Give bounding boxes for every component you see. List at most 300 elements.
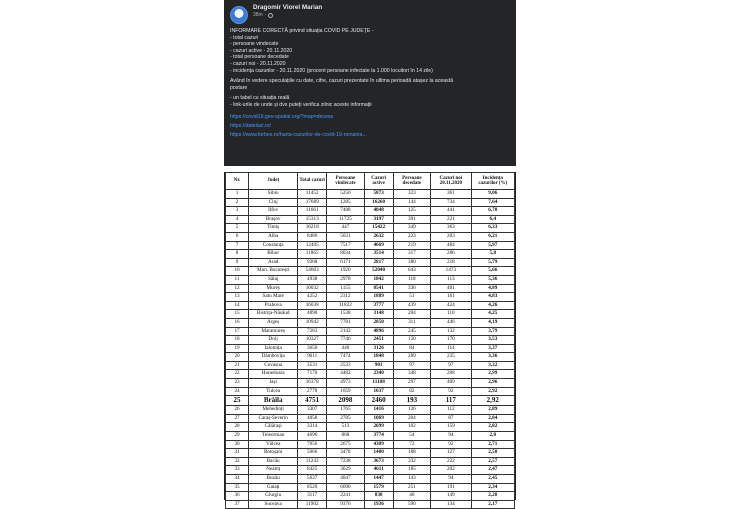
cell-vindecate: 8034 <box>327 250 365 259</box>
cell-decedate: 72 <box>393 440 431 449</box>
cell-incidenta: 9,06 <box>471 190 514 199</box>
cell-active: 2340 <box>364 370 393 379</box>
author-name[interactable]: Dragomir Viorel Marian <box>253 4 323 11</box>
cell-nr: 15 <box>226 310 249 319</box>
cell-nr: 8 <box>226 250 249 259</box>
cell-noi: 112 <box>431 406 471 415</box>
cell-active: 1579 <box>364 483 393 492</box>
cell-total: 3531 <box>298 361 327 370</box>
cell-incidenta: 6,33 <box>471 224 514 233</box>
cell-noi: 94 <box>431 432 471 441</box>
cell-vindecate: 868 <box>327 432 365 441</box>
cell-nr: 6 <box>226 232 249 241</box>
cell-total: 5637 <box>298 475 327 484</box>
cell-total: 54603 <box>298 267 327 276</box>
cell-noi: 484 <box>431 241 471 250</box>
table-row <box>226 267 515 276</box>
cell-incidenta: 4,26 <box>471 301 514 310</box>
cell-noi: 222 <box>431 457 471 466</box>
cell-incidenta: 6,4 <box>471 215 514 224</box>
cell-incidenta: 6,78 <box>471 207 514 216</box>
cell-total: 4696 <box>298 432 327 441</box>
cell-decedate: 223 <box>393 232 431 241</box>
cell-judet: Prahova <box>249 301 298 310</box>
cell-judet: Iași <box>249 379 298 388</box>
table-row <box>226 344 515 353</box>
cell-incidenta: 2,47 <box>471 466 514 475</box>
cell-total: 4751 <box>298 396 327 406</box>
cell-judet: Vâlcea <box>249 440 298 449</box>
cell-judet: Mureș <box>249 284 298 293</box>
table-row <box>226 414 515 423</box>
cell-active: 1400 <box>364 449 393 458</box>
cell-noi: 235 <box>431 353 471 362</box>
cell-active: 11108 <box>364 379 393 388</box>
cell-judet: Ilfov <box>249 207 298 216</box>
cell-total: 10032 <box>298 284 327 293</box>
cell-total: 7283 <box>298 327 327 336</box>
cell-total: 3307 <box>298 406 327 415</box>
cell-incidenta: 3,79 <box>471 327 514 336</box>
cell-noi: 110 <box>431 310 471 319</box>
cell-vindecate: 7746 <box>327 336 365 345</box>
cell-vindecate: 7474 <box>327 353 365 362</box>
cell-total: 4252 <box>298 293 327 302</box>
cell-decedate: 185 <box>393 466 431 475</box>
cell-nr: 27 <box>226 414 249 423</box>
table-row <box>226 224 515 233</box>
cell-noi: 363 <box>431 224 471 233</box>
table-row <box>226 475 515 484</box>
cell-incidenta: 2,8 <box>471 432 514 441</box>
cell-nr: 22 <box>226 370 249 379</box>
table-row <box>226 232 515 241</box>
cell-total: 17689 <box>298 198 327 207</box>
post-list-item: - total cazuri <box>230 34 259 41</box>
cell-vindecate: 6171 <box>327 258 365 267</box>
cell-active: 901 <box>364 361 393 370</box>
cell-total: 15313 <box>298 215 327 224</box>
cell-active: 1416 <box>364 406 393 415</box>
post-link[interactable]: https://covid19.geo-spatial.org/?map=decese <box>230 113 334 120</box>
cell-vindecate: 6690 <box>327 483 365 492</box>
cell-vindecate: 2142 <box>327 327 365 336</box>
cell-judet: Cluj <box>249 198 298 207</box>
cell-total: 11452 <box>298 190 327 199</box>
cell-noi: 92 <box>431 440 471 449</box>
cell-vindecate: 2785 <box>327 414 365 423</box>
table-row <box>226 284 515 293</box>
cell-nr: 17 <box>226 327 249 336</box>
cell-active: 1037 <box>364 387 393 396</box>
header-nr: Nr. <box>226 173 249 190</box>
cell-judet: Mehedinți <box>249 406 298 415</box>
cell-incidenta: 5,97 <box>471 241 514 250</box>
cell-active: 1447 <box>364 475 393 484</box>
cell-decedate: 348 <box>393 370 431 379</box>
header-noi: Cazuri noi 20.11.2020 <box>431 173 471 190</box>
cell-vindecate: 513 <box>327 423 365 432</box>
cell-nr: 36 <box>226 492 249 501</box>
cell-total: 8486 <box>298 232 327 241</box>
cell-judet: Satu Mare <box>249 293 298 302</box>
cell-decedate: 204 <box>393 414 431 423</box>
cell-judet: Giurgiu <box>249 492 298 501</box>
post-paragraph: Având în vedere speculațiile cu date, cifre, cazuri prezentate în ultima perioadă atașez la această <box>230 78 454 85</box>
cell-judet: Dâmbovița <box>249 353 298 362</box>
cell-incidenta: 5,79 <box>471 258 514 267</box>
cell-judet: Sălaj <box>249 275 298 284</box>
cell-active: 16260 <box>364 198 393 207</box>
cell-noi: 117 <box>431 396 471 406</box>
cell-decedate: 643 <box>393 267 431 276</box>
cell-incidenta: 2,17 <box>471 500 514 509</box>
post-link[interactable]: https://datelazi.ro/ <box>230 122 271 129</box>
cell-judet: Bacău <box>249 457 298 466</box>
cell-active: 2817 <box>364 258 393 267</box>
cell-noi: 401 <box>431 284 471 293</box>
cell-total: 9368 <box>298 258 327 267</box>
cell-judet: Caraș-Severin <box>249 414 298 423</box>
cell-active: 3777 <box>364 301 393 310</box>
cell-judet: Covasna <box>249 361 298 370</box>
cell-vindecate: 4973 <box>327 379 365 388</box>
facebook-post <box>224 0 516 166</box>
post-link[interactable]: https://www.forbes.ro/harta-cazurilor-de-covid-19-romania... <box>230 131 367 138</box>
post-list-item: - cazuri noi - 20.11.2020 <box>230 60 286 67</box>
cell-decedate: 125 <box>393 207 431 216</box>
post-image[interactable] <box>224 172 516 507</box>
cell-noi: 113 <box>431 275 471 284</box>
cell-judet: Maramureș <box>249 327 298 336</box>
cell-vindecate: 7517 <box>327 241 365 250</box>
post-meta: 38m · <box>253 12 322 19</box>
cell-decedate: 54 <box>393 432 431 441</box>
cell-total: 11902 <box>298 500 327 509</box>
cell-noi: 92 <box>431 387 471 396</box>
globe-icon <box>268 13 273 18</box>
cell-noi: 734 <box>431 198 471 207</box>
cell-nr: 24 <box>226 387 249 396</box>
post-time[interactable]: 38m <box>253 12 263 18</box>
cell-judet: Constanța <box>249 241 298 250</box>
table-row <box>226 318 515 327</box>
cell-vindecate: 1659 <box>327 387 365 396</box>
cell-incidenta: 4,89 <box>471 284 514 293</box>
cell-nr: 23 <box>226 379 249 388</box>
cell-nr: 4 <box>226 215 249 224</box>
cell-noi: 221 <box>431 215 471 224</box>
table-row <box>226 449 515 458</box>
post-body <box>230 28 510 140</box>
cell-incidenta: 3,32 <box>471 361 514 370</box>
cell-vindecate: 7781 <box>327 318 365 327</box>
cell-vindecate: 3629 <box>327 466 365 475</box>
cell-vindecate: 1920 <box>327 267 365 276</box>
cell-nr: 33 <box>226 466 249 475</box>
cell-nr: 26 <box>226 406 249 415</box>
table-header-row <box>226 173 515 190</box>
cell-vindecate: 2675 <box>327 440 365 449</box>
cell-vindecate: 1155 <box>327 284 365 293</box>
cell-total: 4938 <box>298 275 327 284</box>
cell-vindecate: 5631 <box>327 232 365 241</box>
cell-judet: Botoșani <box>249 449 298 458</box>
cell-decedate: 349 <box>393 224 431 233</box>
cell-noi: 87 <box>431 414 471 423</box>
cell-decedate: 317 <box>393 250 431 259</box>
cell-active: 3673 <box>364 457 393 466</box>
cell-judet: Suceava <box>249 500 298 509</box>
cell-vindecate: 7238 <box>327 457 365 466</box>
cell-noi: 218 <box>431 258 471 267</box>
cell-noi: 127 <box>431 449 471 458</box>
cell-judet: Hunedoara <box>249 370 298 379</box>
table-row <box>226 466 515 475</box>
cell-total: 9611 <box>298 353 327 362</box>
cell-nr: 11 <box>226 275 249 284</box>
cell-judet: Buzău <box>249 475 298 484</box>
cell-total: 8520 <box>298 483 327 492</box>
cell-decedate: 204 <box>393 310 431 319</box>
cell-active: 52040 <box>364 267 393 276</box>
cell-total: 12405 <box>298 241 327 250</box>
cell-nr: 34 <box>226 475 249 484</box>
cell-decedate: 380 <box>393 258 431 267</box>
table-row <box>226 440 515 449</box>
cell-decedate: 323 <box>393 190 431 199</box>
cell-active: 5873 <box>364 190 393 199</box>
cell-active: 3197 <box>364 215 393 224</box>
cell-active: 2460 <box>364 396 393 406</box>
cell-decedate: 289 <box>393 353 431 362</box>
cell-nr: 10 <box>226 267 249 276</box>
cell-nr: 16 <box>226 318 249 327</box>
table-row <box>226 500 515 509</box>
post-list-item: - persoane vindecate <box>230 41 279 48</box>
post-intro: INFORMARE CORECTĂ privind situația COVID PE JUDEȚE - <box>230 28 374 34</box>
cell-noi: 149 <box>431 492 471 501</box>
table-row <box>226 258 515 267</box>
cell-vindecate: 2978 <box>327 275 365 284</box>
cell-total: 10327 <box>298 336 327 345</box>
cell-nr: 13 <box>226 293 249 302</box>
cell-incidenta: 2,99 <box>471 370 514 379</box>
cell-decedate: 332 <box>393 457 431 466</box>
cell-noi: 132 <box>431 327 471 336</box>
cell-noi: 170 <box>431 336 471 345</box>
cell-decedate: 46 <box>393 492 431 501</box>
cell-active: 1069 <box>364 414 393 423</box>
cell-decedate: 102 <box>393 423 431 432</box>
cell-nr: 21 <box>226 361 249 370</box>
table-row <box>226 190 515 199</box>
table-row <box>226 336 515 345</box>
cell-vindecate: 11725 <box>327 215 365 224</box>
cell-incidenta: 2,89 <box>471 406 514 415</box>
cell-vindecate: 447 <box>327 224 365 233</box>
table-body <box>226 190 515 509</box>
table-row <box>226 250 515 259</box>
cell-decedate: 391 <box>393 215 431 224</box>
cell-incidenta: 2,45 <box>471 475 514 484</box>
table-row <box>226 241 515 250</box>
table-row <box>226 353 515 362</box>
cell-judet: Galați <box>249 483 298 492</box>
cell-noi: 202 <box>431 466 471 475</box>
cell-incidenta: 7,64 <box>471 198 514 207</box>
cell-judet: Mun. București <box>249 267 298 276</box>
cell-total: 2778 <box>298 387 327 396</box>
cell-incidenta: 2,82 <box>471 423 514 432</box>
post-list-item: - un tabel cu situația reală <box>230 95 290 102</box>
cell-vindecate: 2312 <box>327 293 365 302</box>
cell-total: 3117 <box>298 492 327 501</box>
cell-incidenta: 2,84 <box>471 414 514 423</box>
cell-judet: Alba <box>249 232 298 241</box>
cell-active: 2451 <box>364 336 393 345</box>
cell-nr: 19 <box>226 344 249 353</box>
cell-decedate: 245 <box>393 327 431 336</box>
table-row <box>226 406 515 415</box>
table-row <box>226 457 515 466</box>
post-list-item: - cazuri active - 20.11.2020 <box>230 47 293 54</box>
cell-active: 3774 <box>364 432 393 441</box>
cell-nr: 2 <box>226 198 249 207</box>
cell-incidenta: 2,92 <box>471 387 514 396</box>
cell-vindecate: 1765 <box>327 406 365 415</box>
table-row <box>226 301 515 310</box>
cell-decedate: 311 <box>393 318 431 327</box>
cell-noi: 446 <box>431 318 471 327</box>
cell-noi: 94 <box>431 475 471 484</box>
cell-vindecate: 440 <box>327 344 365 353</box>
cell-judet: Dolj <box>249 336 298 345</box>
cell-decedate: 297 <box>393 379 431 388</box>
cell-nr: 35 <box>226 483 249 492</box>
header-incidenta: Incidența cazurilor (%) <box>471 173 514 190</box>
cell-vindecate: 4482 <box>327 370 365 379</box>
cell-total: 7170 <box>298 370 327 379</box>
cell-incidenta: 2,34 <box>471 483 514 492</box>
cell-active: 2699 <box>364 423 393 432</box>
cell-noi: 441 <box>431 207 471 216</box>
cell-judet: Timiș <box>249 224 298 233</box>
cell-active: 1889 <box>364 293 393 302</box>
post-list-item: - total persoane decedate <box>230 54 289 61</box>
cell-total: 16378 <box>298 379 327 388</box>
cell-active: 1848 <box>364 353 393 362</box>
table-row <box>226 293 515 302</box>
cell-noi: 1473 <box>431 267 471 276</box>
cell-decedate: 336 <box>393 284 431 293</box>
cell-noi: 361 <box>431 190 471 199</box>
cell-decedate: 219 <box>393 241 431 250</box>
cell-nr: 20 <box>226 353 249 362</box>
cell-judet: Teleorman <box>249 432 298 441</box>
cell-active: 4896 <box>364 327 393 336</box>
header-judet: Județ <box>249 173 298 190</box>
cell-judet: Sibiu <box>249 190 298 199</box>
cell-total: 7056 <box>298 440 327 449</box>
cell-nr: 29 <box>226 432 249 441</box>
cell-nr: 28 <box>226 423 249 432</box>
header-total: Total cazuri <box>298 173 327 190</box>
cell-decedate: 97 <box>393 361 431 370</box>
cell-incidenta: 2,57 <box>471 457 514 466</box>
cell-decedate: 84 <box>393 344 431 353</box>
cell-nr: 37 <box>226 500 249 509</box>
cell-incidenta: 5,36 <box>471 275 514 284</box>
post-list-item: - link-urile de unde și dvs puteți verifica zilnic aceste informații <box>230 101 372 108</box>
cell-noi: 159 <box>431 423 471 432</box>
cell-incidenta: 3,36 <box>471 353 514 362</box>
cell-judet: Argeș <box>249 318 298 327</box>
cell-noi: 203 <box>431 232 471 241</box>
post-list-item: - incidența cazurilor - 20.11.2020 (procent persoane infectate la 1.000 locuitori în 14 zile) <box>230 67 433 74</box>
post-paragraph: postare <box>230 84 248 91</box>
cell-incidenta: 4,19 <box>471 318 514 327</box>
cell-active: 4309 <box>364 440 393 449</box>
cell-total: 4890 <box>298 310 327 319</box>
cell-active: 8541 <box>364 284 393 293</box>
cell-active: 2850 <box>364 318 393 327</box>
cell-active: 1936 <box>364 500 393 509</box>
header-vindecate: Persoane vindecate <box>327 173 365 190</box>
cell-incidenta: 2,71 <box>471 440 514 449</box>
cell-active: 1842 <box>364 275 393 284</box>
table-row <box>226 327 515 336</box>
cell-total: 5066 <box>298 449 327 458</box>
cell-judet: Brăila <box>249 396 298 406</box>
cell-nr: 30 <box>226 440 249 449</box>
cell-decedate: 51 <box>393 293 431 302</box>
cell-decedate: 188 <box>393 449 431 458</box>
cell-incidenta: 3,53 <box>471 336 514 345</box>
cell-incidenta: 2,28 <box>471 492 514 501</box>
cell-nr: 3 <box>226 207 249 216</box>
cell-nr: 1 <box>226 190 249 199</box>
cell-active: 4048 <box>364 207 393 216</box>
avatar[interactable] <box>230 6 248 24</box>
header-active: Cazuri active <box>364 173 393 190</box>
cell-active: 830 <box>364 492 393 501</box>
cell-total: 3650 <box>298 344 327 353</box>
cell-active: 4669 <box>364 241 393 250</box>
cell-total: 4058 <box>298 414 327 423</box>
cell-decedate: 118 <box>393 275 431 284</box>
cell-vindecate: 2533 <box>327 361 365 370</box>
cell-decedate: 439 <box>393 301 431 310</box>
table-row <box>226 370 515 379</box>
cell-noi: 134 <box>431 500 471 509</box>
cell-vindecate: 7488 <box>327 207 365 216</box>
table-row <box>226 483 515 492</box>
cell-decedate: 143 <box>393 475 431 484</box>
cell-incidenta: 4,25 <box>471 310 514 319</box>
cell-total: 11243 <box>298 457 327 466</box>
table-row <box>226 275 515 284</box>
cell-nr: 31 <box>226 449 249 458</box>
cell-incidenta: 2,92 <box>471 396 514 406</box>
cell-noi: 97 <box>431 361 471 370</box>
cell-judet: Bihor <box>249 250 298 259</box>
table-row <box>226 379 515 388</box>
cell-vindecate: 9376 <box>327 500 365 509</box>
cell-decedate: 144 <box>393 198 431 207</box>
cell-vindecate: 1538 <box>327 310 365 319</box>
cell-judet: Tulcea <box>249 387 298 396</box>
